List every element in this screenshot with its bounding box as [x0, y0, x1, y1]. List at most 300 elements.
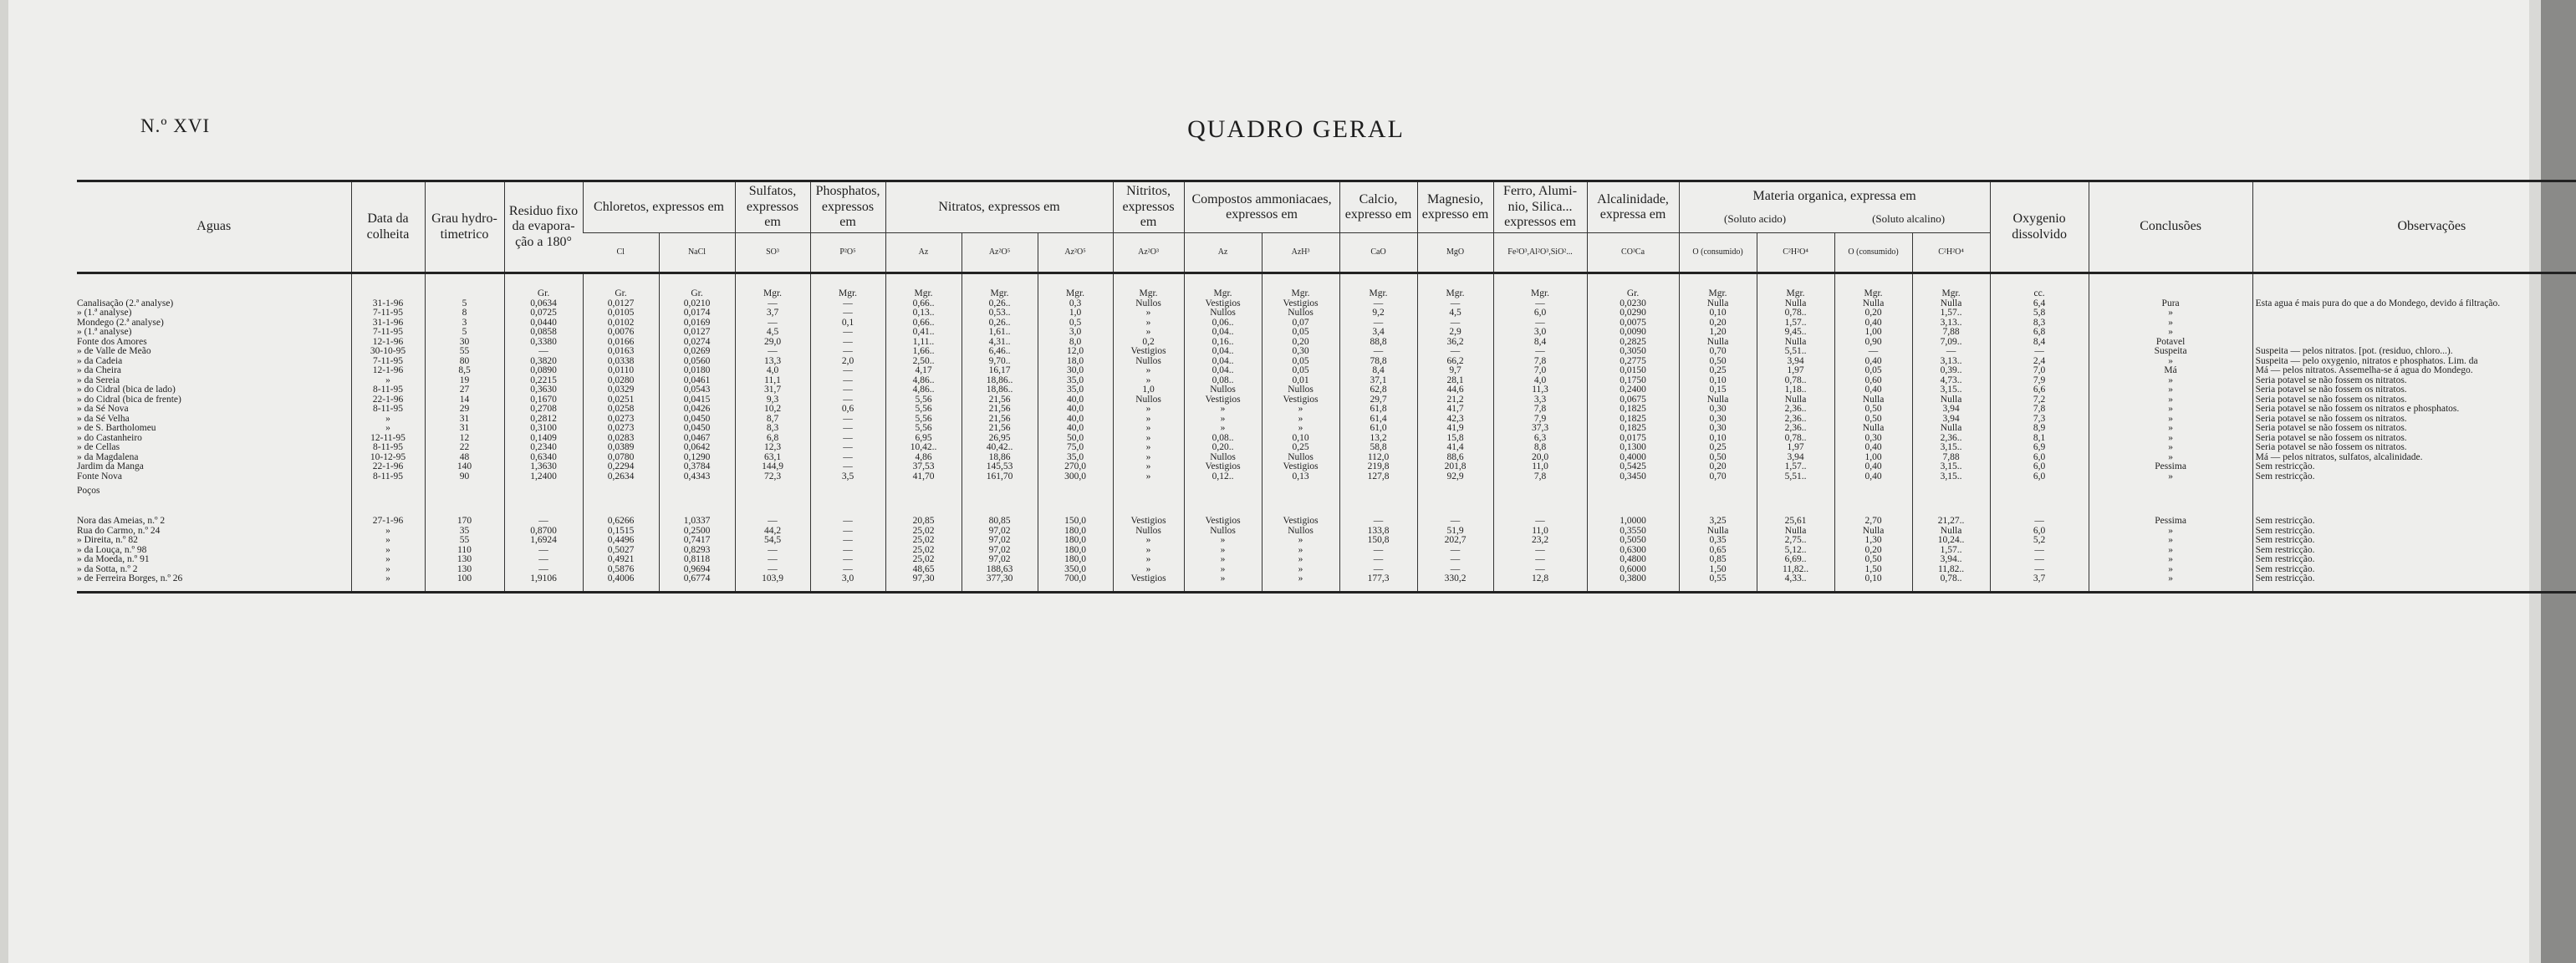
table-cell: 0,3550	[1587, 527, 1679, 537]
table-cell: 2,4	[1990, 357, 2089, 367]
row-label: Nora das Ameias, n.º 2	[77, 517, 166, 526]
spacer-cell	[659, 502, 735, 517]
table-cell: 12-11-95	[351, 434, 425, 444]
table-cell: 0,25	[1679, 366, 1757, 376]
col-grau: Grau hydro-timetrico	[425, 181, 504, 273]
table-cell: 7,2	[1990, 395, 2089, 405]
table-cell: Nulla	[1757, 395, 1834, 405]
table-cell: 0,01	[1262, 376, 1339, 386]
spacer-cell	[1587, 584, 1679, 593]
table-cell: 7,9	[1990, 376, 2089, 386]
spacer-cell	[810, 273, 885, 290]
table-cell: Mgr.	[1417, 289, 1493, 299]
table-cell: 202,7	[1417, 536, 1493, 546]
spacer-cell	[1834, 482, 1912, 502]
table-cell: Seria potavel se não fossem os nitratos.	[2252, 376, 2576, 386]
row-label: » de S. Bartholomeu	[77, 424, 156, 433]
spacer-cell	[885, 584, 962, 593]
table-cell: 0,25	[1679, 443, 1757, 453]
table-cell: 8	[425, 308, 504, 318]
table-cell: 0,2215	[504, 376, 583, 386]
spacer-cell	[1339, 482, 1417, 502]
table-cell: 18,0	[1038, 357, 1113, 367]
table-row	[77, 555, 2576, 565]
row-label: » da Cadeia	[77, 356, 123, 366]
table-cell: 1,11..	[885, 338, 962, 348]
table-row	[77, 415, 2576, 425]
table-cell: 0,78..	[1912, 574, 1990, 584]
table-cell: 0,4343	[659, 472, 735, 482]
table-row	[77, 527, 2576, 537]
table-cell: »	[1113, 453, 1184, 463]
table-cell: 0,0076	[583, 328, 659, 338]
row-label: Jardim da Manga	[77, 462, 144, 471]
table-cell: 1,0	[1113, 385, 1184, 395]
table-cell: 0,0450	[659, 424, 735, 434]
table-cell: —	[735, 517, 810, 527]
table-cell: 3,7	[735, 308, 810, 318]
table-cell: 0,10	[1679, 434, 1757, 444]
table-cell: 97,02	[962, 546, 1038, 556]
table-cell: 5,12..	[1757, 546, 1834, 556]
table-cell: »	[1184, 565, 1262, 575]
spacer-row	[77, 273, 2576, 290]
col-data: Data da colheita	[351, 181, 425, 273]
table-cell: Mgr.	[1262, 289, 1339, 299]
table-cell: 12,8	[1493, 574, 1587, 584]
table-cell: 0,6300	[1587, 546, 1679, 556]
table-cell: 0,10	[1834, 574, 1912, 584]
table-cell: 31-1-96	[351, 318, 425, 329]
table-cell: 21,56	[962, 424, 1038, 434]
spacer-cell	[425, 482, 504, 502]
table-cell: »	[351, 574, 425, 584]
table-cell: 0,85	[1679, 555, 1757, 565]
table-cell: »	[1184, 574, 1262, 584]
table-cell: 5	[425, 328, 504, 338]
spacer-cell	[504, 502, 583, 517]
table-cell: 8-11-95	[351, 472, 425, 482]
spacer-cell	[885, 482, 962, 502]
table-cell: 11,82..	[1912, 565, 1990, 575]
table-cell: 7,88	[1912, 328, 1990, 338]
table-cell: 8,0	[1038, 338, 1113, 348]
table-cell: »	[1113, 565, 1184, 575]
table-cell: 66,2	[1417, 357, 1493, 367]
table-cell: 0,0725	[504, 308, 583, 318]
table-cell: 8,4	[1493, 338, 1587, 348]
table-cell: —	[810, 328, 885, 338]
table-cell: Suspeita — pelo oxygenio, nitratos e phosphatos. Lim. da	[2252, 357, 2576, 367]
table-cell: 150,0	[1038, 517, 1113, 527]
table-cell: 0,0273	[583, 424, 659, 434]
table-cell: »	[1113, 405, 1184, 415]
table-cell: 2,36..	[1757, 415, 1834, 425]
table-cell: 0,1825	[1587, 405, 1679, 415]
spacer-cell	[1113, 584, 1184, 593]
table-cell: »	[1113, 424, 1184, 434]
table-cell: 0,5050	[1587, 536, 1679, 546]
table-cell: Vestigios	[1184, 462, 1262, 472]
table-cell: 8-11-95	[351, 443, 425, 453]
table-cell: 0,70	[1679, 347, 1757, 357]
spacer-cell	[735, 584, 810, 593]
table-cell: 15,8	[1417, 434, 1493, 444]
table-cell: 12	[425, 434, 504, 444]
table-cell: Nulla	[1834, 395, 1912, 405]
spacer-cell	[1417, 273, 1493, 290]
table-cell: 62,8	[1339, 385, 1417, 395]
table-cell: 0,10	[1262, 434, 1339, 444]
table-cell: —	[1493, 546, 1587, 556]
table-cell: 0,0169	[659, 318, 735, 329]
table-cell: Seria potavel se não fossem os nitratos e phosphatos.	[2252, 405, 2576, 415]
table-cell: 41,4	[1417, 443, 1493, 453]
table-cell: Vestigios	[1113, 517, 1184, 527]
spacer-cell	[77, 273, 351, 290]
table-cell: 97,30	[885, 574, 962, 584]
table-cell: Vestigios	[1262, 517, 1339, 527]
table-cell: Má — pelos nitratos. Assemelha-se á agua do Mondego.	[2252, 366, 2576, 376]
table-cell: 0,0461	[659, 376, 735, 386]
materia-solutos	[1681, 213, 1988, 226]
table-cell: 2,75..	[1757, 536, 1834, 546]
subcol-1: NaCl	[659, 233, 735, 273]
spacer-cell	[504, 482, 583, 502]
table-cell: —	[1493, 347, 1587, 357]
table-cell: —	[504, 565, 583, 575]
table-cell: »	[1113, 318, 1184, 329]
spacer-cell	[1417, 482, 1493, 502]
table-cell: 30-10-95	[351, 347, 425, 357]
spacer-cell	[1113, 502, 1184, 517]
table-cell: Mgr.	[1339, 289, 1417, 299]
table-cell: —	[810, 527, 885, 537]
table-cell: —	[810, 347, 885, 357]
spacer-cell	[1679, 502, 1757, 517]
table-cell: Pura	[2089, 299, 2252, 309]
table-cell: 8,7	[735, 415, 810, 425]
table-cell: 219,8	[1339, 462, 1417, 472]
table-cell: 0,8700	[504, 527, 583, 537]
table-cell: 300,0	[1038, 472, 1113, 482]
row-label: » da Cheira	[77, 366, 122, 375]
table-cell: 0,13	[1262, 472, 1339, 482]
table-cell: —	[1834, 347, 1912, 357]
subcol-16: O (consumido)	[1834, 233, 1912, 273]
table-cell: 13,2	[1339, 434, 1417, 444]
table-cell: 0,2400	[1587, 385, 1679, 395]
table-cell: 5,56	[885, 395, 962, 405]
subcol-4: Az	[885, 233, 962, 273]
table-row	[77, 443, 2576, 453]
spacer-cell	[425, 502, 504, 517]
table-cell: Mgr.	[885, 289, 962, 299]
table-cell: Vestigios	[1113, 574, 1184, 584]
table-cell: Sem restricção.	[2252, 527, 2576, 537]
table-cell: Má	[2089, 366, 2252, 376]
table-row	[77, 299, 2576, 309]
spacer-cell	[1262, 584, 1339, 593]
table-cell: 4,33..	[1757, 574, 1834, 584]
table-cell: 0,40	[1834, 385, 1912, 395]
table-cell: 22	[425, 443, 504, 453]
table-cell: 6,4	[1990, 299, 2089, 309]
table-cell: 6,0	[1990, 462, 2089, 472]
spacer-cell	[1113, 273, 1184, 290]
table-cell: Nulla	[1834, 299, 1912, 309]
table-cell: 42,3	[1417, 415, 1493, 425]
table-cell: Nulla	[1679, 299, 1757, 309]
table-cell: Mgr.	[810, 289, 885, 299]
table-cell: 1,50	[1834, 565, 1912, 575]
table-cell: »	[2089, 415, 2252, 425]
table-cell: 0,3630	[504, 385, 583, 395]
spacer-cell	[425, 584, 504, 593]
table-cell: »	[1113, 366, 1184, 376]
table-cell: 2,50..	[885, 357, 962, 367]
table-cell: 1,57..	[1912, 546, 1990, 556]
table-cell: 0,04..	[1184, 366, 1262, 376]
table-cell: 0,41..	[885, 328, 962, 338]
table-cell: 7,0	[1990, 366, 2089, 376]
table-cell: 31	[425, 415, 504, 425]
table-cell: 4,86	[885, 453, 962, 463]
table-cell: —	[810, 415, 885, 425]
table-cell	[2252, 338, 2576, 348]
table-cell: 377,30	[962, 574, 1038, 584]
table-cell: 3,5	[810, 472, 885, 482]
table-cell: Mgr.	[1679, 289, 1757, 299]
table-cell: 1,66..	[885, 347, 962, 357]
subcol-15: C²H²O⁴	[1757, 233, 1834, 273]
table-cell: 0,30	[1679, 415, 1757, 425]
table-cell: 40,42..	[962, 443, 1038, 453]
table-cell: 0,6774	[659, 574, 735, 584]
table-cell: Sem restricção.	[2252, 565, 2576, 575]
table-cell: —	[810, 376, 885, 386]
spacer-cell	[583, 482, 659, 502]
table-cell: »	[2089, 555, 2252, 565]
row-label: » da Sé Velha	[77, 414, 130, 424]
table-cell: —	[1990, 517, 2089, 527]
row-label: » da Sotta, n.º 2	[77, 564, 138, 574]
table-cell: —	[1339, 565, 1417, 575]
table-cell: 11,3	[1493, 385, 1587, 395]
table-cell: 41,7	[1417, 405, 1493, 415]
table-cell: 4,0	[1493, 376, 1587, 386]
table-cell: 0,20	[1834, 546, 1912, 556]
table-cell: Gr.	[659, 289, 735, 299]
table-cell: 1,00	[1834, 453, 1912, 463]
subcol-17: C²H²O⁴	[1912, 233, 1990, 273]
table-cell: 700,0	[1038, 574, 1113, 584]
subcol-14: O (consumido)	[1679, 233, 1757, 273]
table-cell: 270,0	[1038, 462, 1113, 472]
table-cell: 63,1	[735, 453, 810, 463]
table-row	[77, 357, 2576, 367]
table-cell: 0,26..	[962, 318, 1038, 329]
table-cell: 8,8	[1493, 443, 1587, 453]
table-cell: 0,6340	[504, 453, 583, 463]
table-cell: »	[2089, 395, 2252, 405]
table-cell: 0,26..	[962, 299, 1038, 309]
table-cell: Mgr.	[1912, 289, 1990, 299]
table-cell: —	[810, 366, 885, 376]
table-cell: »	[1113, 434, 1184, 444]
table-cell: 3,15..	[1912, 443, 1990, 453]
table-cell: 0,1300	[1587, 443, 1679, 453]
spacer-cell	[659, 482, 735, 502]
spacer-cell	[351, 502, 425, 517]
row-label: » de Ferreira Borges, n.º 26	[77, 574, 183, 583]
table-cell: 80	[425, 357, 504, 367]
table-cell: 54,5	[735, 536, 810, 546]
table-cell: Vestigios	[1262, 462, 1339, 472]
table-row	[77, 405, 2576, 415]
table-cell: »	[1262, 424, 1339, 434]
table-row	[77, 536, 2576, 546]
table-cell: 0,0166	[583, 338, 659, 348]
table-cell: 35,0	[1038, 453, 1113, 463]
table-cell: 0,5	[1038, 318, 1113, 329]
table-cell: 22-1-96	[351, 395, 425, 405]
spacer-cell	[351, 482, 425, 502]
table-cell: 12,0	[1038, 347, 1113, 357]
table-cell: 2,9	[1417, 328, 1493, 338]
table-cell: 11,0	[1493, 462, 1587, 472]
table-cell: 0,0105	[583, 308, 659, 318]
table-cell: »	[1262, 574, 1339, 584]
table-cell: Nullos	[1262, 527, 1339, 537]
table-cell: 180,0	[1038, 536, 1113, 546]
table-cell: 145,53	[962, 462, 1038, 472]
table-cell: 7-11-95	[351, 308, 425, 318]
table-cell: —	[1339, 299, 1417, 309]
table-cell: Mgr.	[1184, 289, 1262, 299]
table-cell: —	[1339, 517, 1417, 527]
table-cell	[2252, 289, 2576, 299]
spacer-cell	[351, 584, 425, 593]
table-cell: 27-1-96	[351, 517, 425, 527]
table-cell: 0,07	[1262, 318, 1339, 329]
table-cell: 3,7	[1990, 574, 2089, 584]
table-cell: 11,0	[1493, 527, 1587, 537]
table-cell: 30,0	[1038, 366, 1113, 376]
table-cell: 7,88	[1912, 453, 1990, 463]
table-cell: 88,8	[1339, 338, 1417, 348]
subcol-8: Az	[1184, 233, 1262, 273]
table-cell: 0,9694	[659, 565, 735, 575]
table-cell: 8,3	[1990, 318, 2089, 329]
table-cell: 1,9106	[504, 574, 583, 584]
table-cell: 0,3100	[504, 424, 583, 434]
col-materia	[1679, 181, 1990, 233]
spacer-cell	[1493, 482, 1587, 502]
table-cell: 40,0	[1038, 395, 1113, 405]
table-cell: 3,0	[1038, 328, 1113, 338]
table-cell: 1,30	[1834, 536, 1912, 546]
spacer-cell	[885, 502, 962, 517]
table-cell: 6,0	[1990, 472, 2089, 482]
subcol-6: Az²O⁵	[1038, 233, 1113, 273]
table-cell: 0,0280	[583, 376, 659, 386]
table-cell: 6,95	[885, 434, 962, 444]
table-cell: 21,56	[962, 395, 1038, 405]
table-cell: 25,02	[885, 546, 962, 556]
spacer-cell	[2252, 584, 2576, 593]
table-cell: 0,7417	[659, 536, 735, 546]
table-row	[77, 462, 2576, 472]
table-cell: Nullos	[1113, 527, 1184, 537]
col-calcio: Calcio, expresso em	[1339, 181, 1417, 233]
table-cell: »	[1113, 555, 1184, 565]
table-cell: 3,3	[1493, 395, 1587, 405]
table-cell: 12-1-96	[351, 338, 425, 348]
table-cell: —	[1493, 555, 1587, 565]
table-cell: 0,8293	[659, 546, 735, 556]
table-cell: Nullos	[1262, 308, 1339, 318]
table-cell: 20,85	[885, 517, 962, 527]
table-cell: 0,10	[1679, 376, 1757, 386]
table-cell: 12-1-96	[351, 366, 425, 376]
table-cell: 3,94	[1757, 357, 1834, 367]
plate-number: N.º XVI	[140, 115, 211, 136]
table-cell: 4,73..	[1912, 376, 1990, 386]
row-label	[77, 289, 351, 299]
table-cell: »	[351, 527, 425, 537]
table-cell: »	[1262, 405, 1339, 415]
table-cell: Nullos	[1113, 357, 1184, 367]
table-cell: »	[1262, 415, 1339, 425]
subcol-2: SO³	[735, 233, 810, 273]
col-sulfatos: Sulfatos, expressos em	[735, 181, 810, 233]
table-cell: »	[2089, 536, 2252, 546]
table-cell: 4,5	[735, 328, 810, 338]
table-cell: 40,0	[1038, 424, 1113, 434]
table-cell: 0,65	[1679, 546, 1757, 556]
table-cell: 0,20	[1679, 462, 1757, 472]
table-cell: 44,6	[1417, 385, 1493, 395]
table-row	[77, 424, 2576, 434]
table-cell: Nulla	[1912, 424, 1990, 434]
col-nitritos: Nitritos, expressos em	[1113, 181, 1184, 233]
table-cell: 100	[425, 574, 504, 584]
table-cell: 0,50	[1834, 405, 1912, 415]
table-cell: 10-12-95	[351, 453, 425, 463]
table-cell: 92,9	[1417, 472, 1493, 482]
table-cell: 133,8	[1339, 527, 1417, 537]
table-cell: Vestigios	[1184, 517, 1262, 527]
table-cell: —	[1493, 517, 1587, 527]
table-row	[77, 574, 2576, 584]
table-cell: 1,2400	[504, 472, 583, 482]
table-cell: 0,70	[1679, 472, 1757, 482]
table-cell: 0,6	[810, 405, 885, 415]
table-cell: 0,0560	[659, 357, 735, 367]
table-cell: 5	[425, 299, 504, 309]
table-cell: 0,0426	[659, 405, 735, 415]
table-cell: —	[1417, 347, 1493, 357]
table-cell: Seria potavel se não fossem os nitratos.	[2252, 385, 2576, 395]
table-row	[77, 517, 2576, 527]
table-cell: 0,04..	[1184, 347, 1262, 357]
row-label: » de Cellas	[77, 443, 120, 452]
table-cell: 18,86	[962, 453, 1038, 463]
spacer-cell	[1990, 273, 2089, 290]
table-cell: —	[735, 555, 810, 565]
spacer-cell	[1184, 482, 1262, 502]
